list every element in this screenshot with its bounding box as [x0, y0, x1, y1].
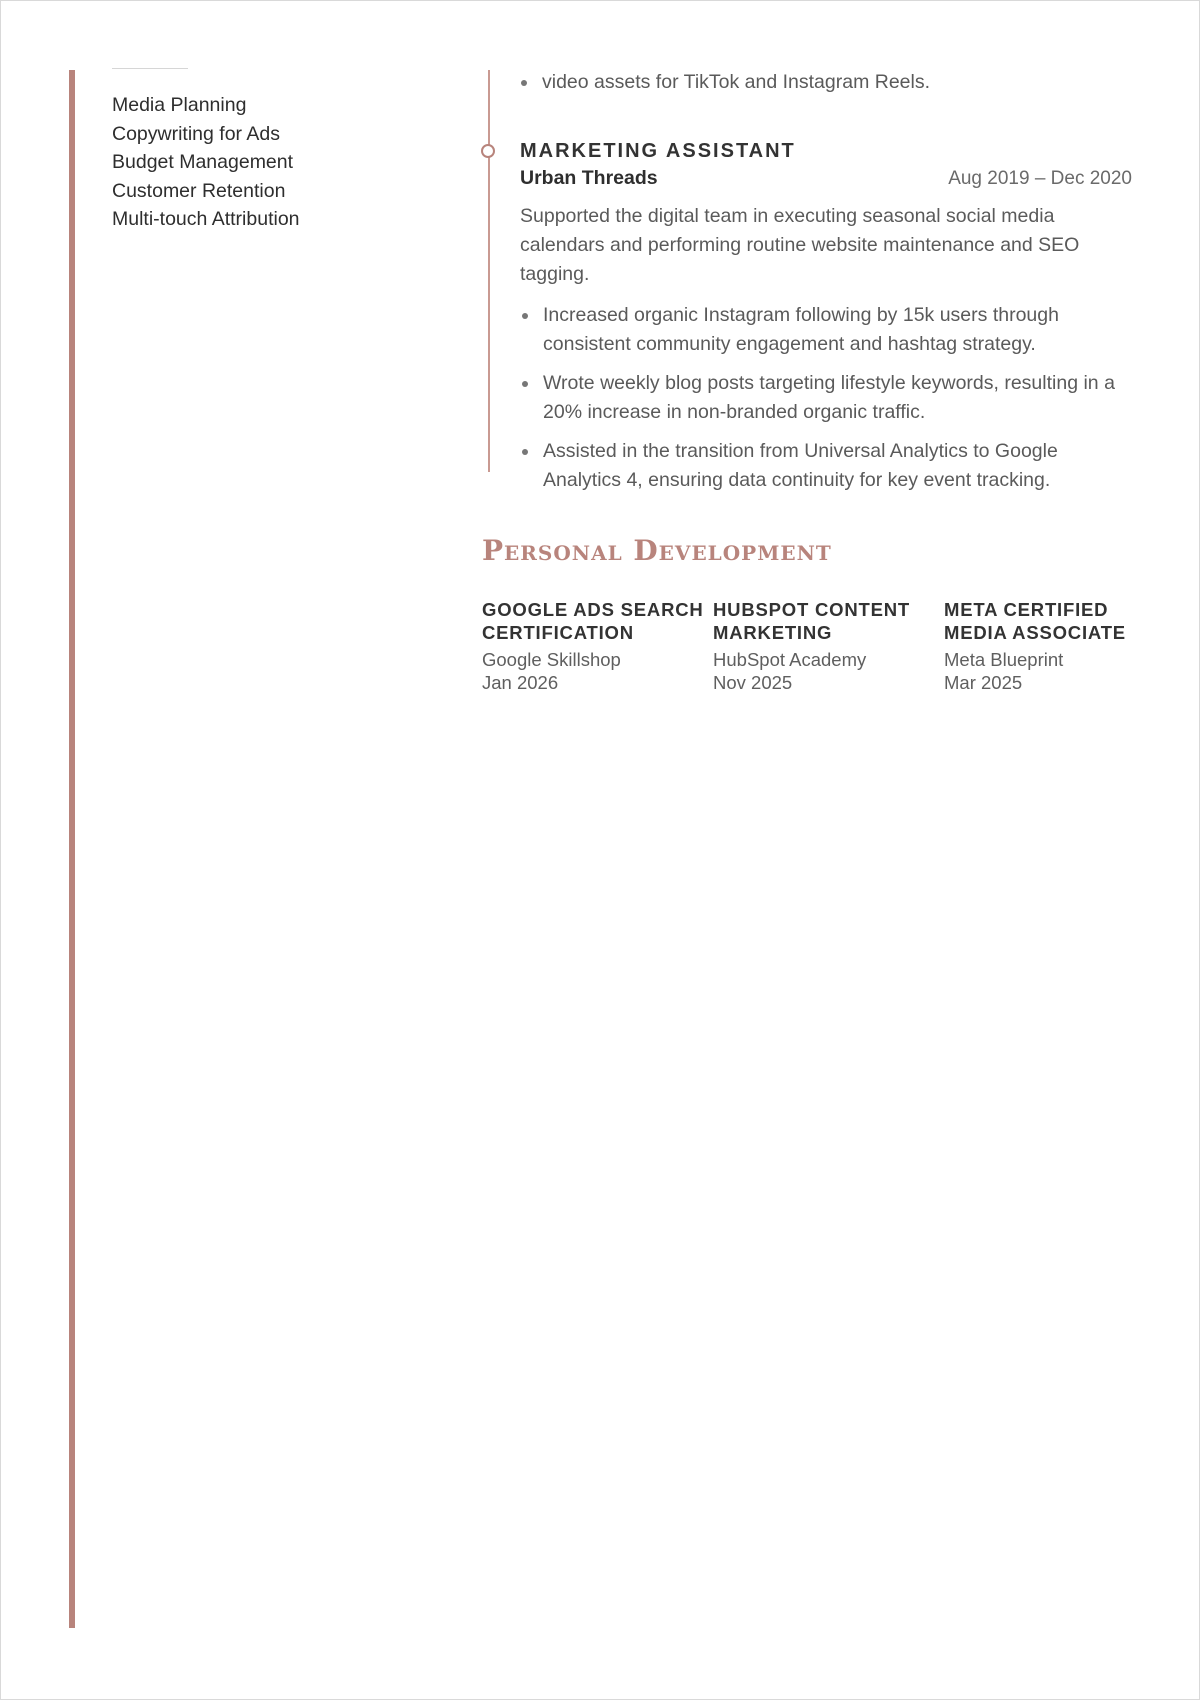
job-dates: Aug 2019 – Dec 2020	[948, 168, 1132, 189]
cert-issuer: HubSpot Academy	[713, 649, 867, 670]
cert-date: Nov 2025	[713, 672, 793, 693]
cert-name: HUBSPOT CONTENT MARKETING	[713, 599, 910, 643]
cert-issuer: Meta Blueprint	[944, 649, 1064, 670]
timeline-line	[488, 70, 490, 472]
certification-item	[944, 598, 1175, 694]
job-bullet: Wrote weekly blog posts targeting lifestyle keywords, resulting in a 20% increase in non-branded organic traffic.	[543, 369, 1132, 427]
job-company: Urban Threads	[520, 167, 658, 189]
sidebar	[112, 68, 412, 234]
section-heading-personal-development: Personal Development	[482, 534, 832, 567]
cert-name: META CERTIFIED MEDIA ASSOCIATE	[944, 599, 1126, 643]
continued-experience	[482, 68, 1132, 107]
cert-name: GOOGLE ADS SEARCH CERTIFICATION	[482, 599, 704, 643]
cert-date: Jan 2026	[482, 672, 559, 693]
skill-item: Customer Retention	[112, 179, 286, 202]
experience-bullet: video assets for TikTok and Instagram Reels.	[542, 68, 1132, 97]
timeline-dot-icon	[481, 144, 495, 158]
left-accent-rule	[69, 70, 75, 1628]
job-bullet: Assisted in the transition from Universal Analytics to Google Analytics 4, ensuring data continuity for key event tracking.	[543, 437, 1132, 495]
skill-item: Multi-touch Attribution	[112, 208, 300, 230]
job-bullet: Increased organic Instagram following by 15k users through consistent community engagement and hashtag strategy.	[543, 301, 1132, 359]
certifications	[482, 598, 1182, 694]
sidebar-divider	[112, 68, 188, 69]
certification-item	[713, 598, 944, 694]
skill-item: Copywriting for Ads	[112, 122, 280, 145]
skill-item: Media Planning	[112, 94, 247, 116]
job-entry	[520, 137, 1132, 505]
skills-list	[112, 91, 412, 234]
job-title: MARKETING ASSISTANT	[520, 140, 796, 162]
cert-date: Mar 2025	[944, 672, 1023, 693]
job-summary: Supported the digital team in executing seasonal social media calendars and performing routine website maintenance and SEO tagging.	[520, 205, 1080, 285]
cert-issuer: Google Skillshop	[482, 649, 621, 670]
certification-item	[482, 598, 713, 694]
job-meta	[520, 167, 1132, 190]
skill-item: Budget Management	[112, 151, 294, 173]
job-bullets	[520, 301, 1132, 495]
